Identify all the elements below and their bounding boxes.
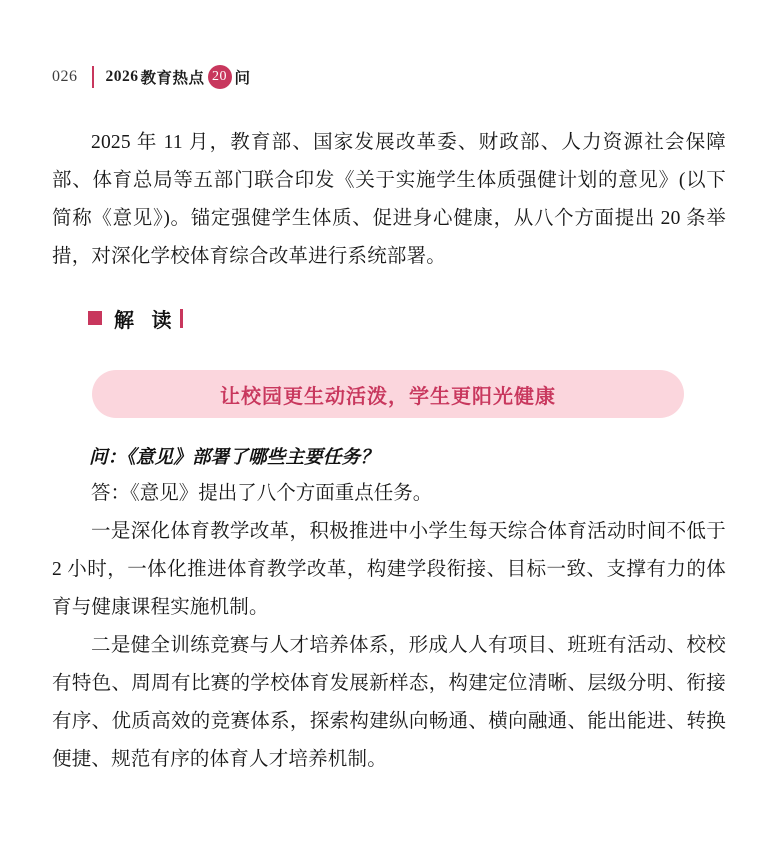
running-title (106, 65, 251, 89)
running-title-year: 2026 (105, 68, 139, 85)
qa-question: 问：《意见》部署了哪些主要任务？ (89, 446, 379, 467)
qa-answer: 答：《意见》提出了八个方面重点任务。 (91, 483, 433, 504)
highlight-banner (92, 370, 684, 418)
qa-item-2: 二是健全训练竞赛与人才培养体系，形成人人有项目、班班有活动、校校有特色、周周有比赛的学校体育发展新样态，构建定位清晰、层级分明、衔接有序、优质高效的竞赛体系，探索构建纵向畅通、横向融通、能出能进、转换便捷、规范有序的体育人才培养机制。 (52, 635, 726, 770)
highlight-banner-text: 让校园更生动活泼，学生更阳光健康 (220, 385, 556, 408)
intro-paragraph: 2025 年 11 月，教育部、国家发展改革委、财政部、人力资源社会保障部、体育总局等五部门联合印发《关于实施学生体质强健计划的意见》(以下简称《意见》)。锚定强健学生体质、促进身心健康，从八个方面提出 20 条举措，对深化学校体育综合改革进行系统部署。 (52, 132, 726, 267)
intro-block (52, 124, 726, 276)
page-header (52, 62, 251, 92)
qa-block (52, 438, 726, 779)
page-number: 026 (52, 68, 78, 85)
qa-item-1: 一是深化体育教学改革，积极推进中小学生每天综合体育活动时间不低于 2 小时，一体化推进体育教学改革，构建学段衔接、目标一致、支撑有力的体育与健康课程实施机制。 (52, 521, 726, 618)
badge-20: 20 (208, 65, 232, 89)
square-bullet-icon (88, 311, 102, 325)
section-label: 解 读 (114, 309, 178, 332)
section-end-rule (180, 309, 183, 328)
running-title-text: 教育热点 (140, 70, 205, 87)
header-divider-rule (92, 66, 94, 88)
running-title-suffix: 问 (234, 70, 251, 87)
section-marker (88, 304, 183, 332)
